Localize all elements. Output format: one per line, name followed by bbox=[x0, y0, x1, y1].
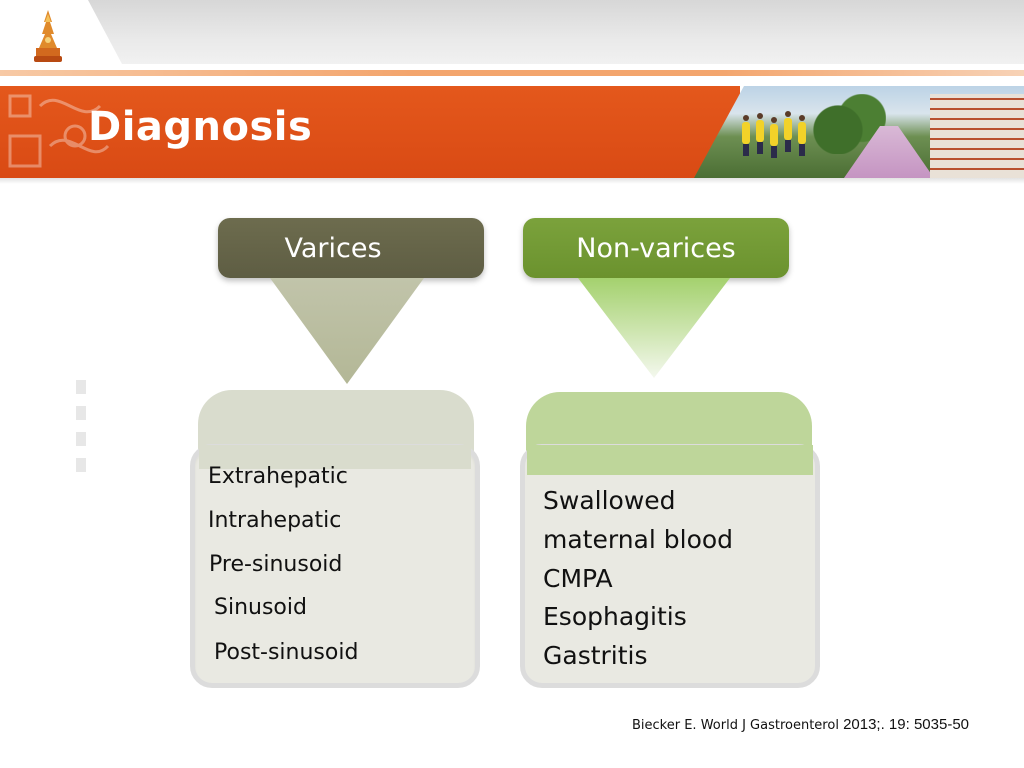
list-item: Esophagitis bbox=[543, 602, 687, 632]
title-shadow bbox=[0, 178, 1024, 184]
list-item: CMPA bbox=[543, 563, 613, 593]
list-item: maternal blood bbox=[543, 524, 734, 554]
header-grey-band bbox=[88, 0, 1024, 64]
non-varices-header bbox=[523, 218, 789, 278]
list-item: Gastritis bbox=[543, 641, 648, 671]
varices-header bbox=[218, 218, 484, 278]
header-band bbox=[0, 0, 1024, 78]
citation-text: Biecker E. World J Gastroenterol bbox=[632, 718, 844, 733]
non-varices-arrow bbox=[578, 278, 730, 378]
university-logo-icon bbox=[30, 8, 66, 66]
slide-title: Diagnosis bbox=[88, 104, 313, 150]
list-item: Sinusoid bbox=[214, 595, 307, 620]
runners-image bbox=[734, 116, 814, 172]
campus-photo bbox=[694, 86, 1024, 178]
list-item: Intrahepatic bbox=[208, 508, 342, 533]
list-item: Pre-sinusoid bbox=[209, 552, 343, 577]
varices-header-label: Varices bbox=[284, 232, 382, 264]
list-item: Swallowed bbox=[543, 486, 676, 515]
list-item: Extrahepatic bbox=[208, 464, 348, 489]
header-accent-stripe bbox=[0, 70, 1024, 76]
non-varices-list bbox=[543, 482, 733, 676]
non-varices-header-label: Non-varices bbox=[576, 232, 736, 264]
building-image bbox=[930, 94, 1024, 178]
list-item: Post-sinusoid bbox=[214, 640, 359, 665]
side-decoration bbox=[76, 380, 86, 480]
varices-arrow bbox=[270, 278, 424, 384]
citation bbox=[632, 716, 969, 733]
citation-year: 2013;. 19: 5035-50 bbox=[843, 716, 970, 733]
